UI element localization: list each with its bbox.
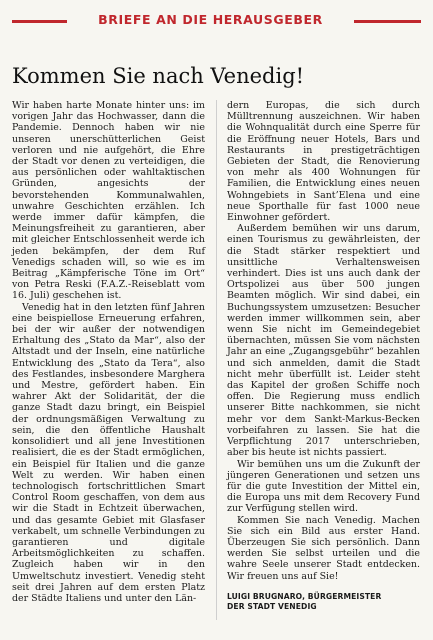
signature-name: LUIGI BRUGNARO, BÜRGERMEISTER xyxy=(227,591,382,601)
paragraph-2-part-1: Venedig hat in den letzten fünf Jahren eine beispiellose Erneuerung erfahren, bei der wir außer der notwendigen Erhaltung des „Stato da Mar“, also der Altstadt und der Inseln, eine natürliche Entwicklung des „Stato da Tera“, also des Festlandes, insbesondere Marghera und Mestre, gefördert haben. Ein wahrer Akt der Solidarität, der die ganze Stadt dazu bringt, ein Beispiel der ordnungsmäßigen Verwaltung zu sein, die den öffentliche Haushalt konsolidiert und all jene Investitionen realisiert, die es der Stadt ermöglichen, ein Beispiel für Italien und die ganze Welt zu werden. Wir haben einen technologisch fortschrittlichen Smart Control Room geschaffen, von dem aus wir die Stadt in Echtzeit überwachen, und das gesamte Gebiet mit Glasfaser verkabelt, um schnelle Verbindungen zu garantieren und digitale Arbeitsmöglichkeiten zu schaffen. Zugleich haben wir in den Umweltschutz investiert. Venedig steht seit drei Jahren auf dem ersten Platz der Städte Italiens und unter den Län- xyxy=(12,301,205,604)
paragraph-1: Wir haben harte Monate hinter uns: im vorigen Jahr das Hochwasser, dann die Pandemie. Dennoch haben wir nie unseren unerschütterlichen Geist verloren und nie aufgehört, die Ehre der Stadt vor denen zu verteidigen, die aus persönlichen oder wahltaktischen Gründen, angesichts der bevorstehenden Kommunalwahlen, unwahre Geschichten erzählen. Ich werde immer dafür kämpfen, die Meinungsfreiheit zu garantieren, aber mit gleicher Entschlossenheit werde ich jeden bekämpfen, der dem Ruf Venedigs schaden will, so wie es im Beitrag „Kämpferische Töne im Ort“ von Petra Reski (F.A.Z.-Reiseblatt vom 16. Juli) geschehen ist. xyxy=(12,100,205,302)
signature xyxy=(227,592,420,613)
paragraph-3: Außerdem bemühen wir uns darum, einen Tourismus zu gewährleisten, der die Stadt stärker respektiert und unsittliche Verhaltensweisen verhindert. Dies ist uns auch dank der Ortspolizei aus über 500 jungen Beamten möglich. Wir sind dabei, ein Buchungssystem umzusetzen: Besucher werden immer willkommen sein, aber wenn Sie nicht im Gemeindegebiet übernachten, müssen Sie vom nächsten Jahr an eine „Zugangsgebühr“ bezahlen und sich anmelden, damit die Stadt nicht mehr überfüllt ist. Leider steht das Kapitel der großen Schiffe noch offen. Die Regierung muss endlich unserer Bitte nachkommen, sie nicht mehr vor dem Sankt-Markus-Becken vorbeifahren zu lassen. Sie hat die Verpflichtung 2017 unterschrieben, aber bis heute ist nichts passiert. xyxy=(227,223,420,459)
paragraph-5: Kommen Sie nach Venedig. Machen Sie sich ein Bild aus erster Hand. Überzeugen Sie sich persönlich. Dann werden Sie selbst urteilen und die wahre Seele unserer Stadt entdecken. Wir freuen uns auf Sie! xyxy=(227,514,420,582)
section-header xyxy=(0,13,433,27)
article-column-right xyxy=(227,100,420,613)
paragraph-4: Wir bemühen uns um die Zukunft der jüngeren Generationen und setzen uns für die gute Investition der Mittel ein, die Europa uns mit dem Recovery Fund zur Verfügung stellen wird. xyxy=(227,458,420,515)
header-rule-right xyxy=(354,20,421,23)
article-column-left xyxy=(12,100,205,604)
section-label: BRIEFE AN DIE HERAUSGEBER xyxy=(98,12,323,27)
column-divider xyxy=(216,100,217,620)
header-rule-left xyxy=(12,20,67,23)
signature-title: DER STADT VENEDIG xyxy=(227,602,317,612)
paragraph-2-part-2: dern Europas, die sich durch Mülltrennung auszeichnen. Wir haben die Wohnqualität durch eine Sperre für die Eröffnung neuer Hotels, Bars und Restaurants in prestigeträchtigen Gebieten der Stadt, die Renovierung von mehr als 400 Wohnungen für Familien, die Entwicklung eines neuen Wohngebiets in Sant’Elena und eine neue Sporthalle für fast 1000 neue Einwohner gefördert. xyxy=(227,100,420,224)
article-headline: Kommen Sie nach Venedig! xyxy=(12,64,305,88)
